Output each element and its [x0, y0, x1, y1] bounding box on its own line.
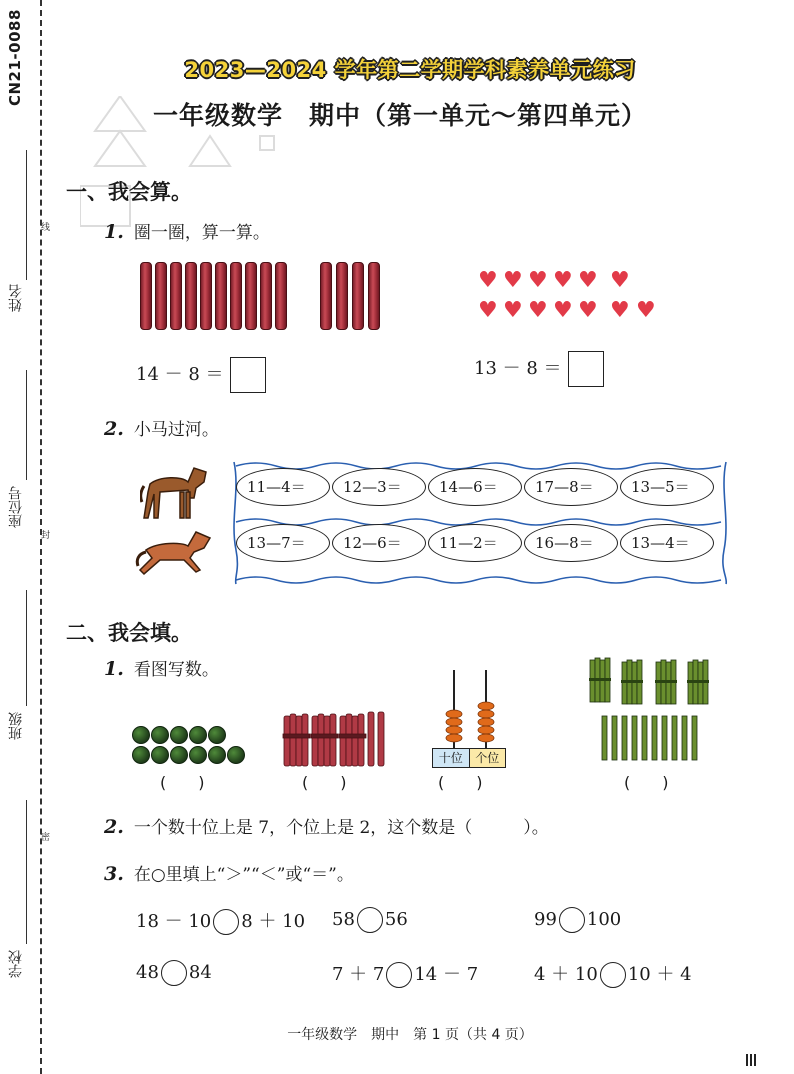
left-subtraction [136, 357, 266, 393]
question-1-1 [104, 218, 270, 243]
right-operand: 100 [586, 909, 622, 930]
stick [170, 262, 182, 330]
watermelon-icon [132, 726, 150, 744]
secret-char: 密 [39, 832, 49, 841]
question-text: 小马过河。 [133, 420, 219, 440]
stepping-stone[interactable]: 16—8＝ [524, 524, 618, 562]
answer-blank-3[interactable]: ( ) [438, 773, 483, 792]
left-operand: 99 [534, 909, 557, 930]
comparison-item [534, 907, 621, 933]
question-1-2 [104, 415, 219, 440]
comparison-item [332, 960, 478, 988]
compare-circle[interactable] [559, 907, 585, 933]
right-subtraction [474, 351, 604, 387]
question-2-1 [104, 655, 219, 680]
watermelon-icon [208, 746, 226, 764]
heart-icon: ♥ [610, 298, 630, 323]
seal-char: 封 [39, 530, 49, 539]
question-2-3 [104, 860, 354, 885]
left-operand: 7 ＋ 7 [332, 964, 385, 985]
stick [245, 262, 257, 330]
stepping-stone[interactable]: 13—4＝ [620, 524, 714, 562]
heart-icon: ♥ [610, 268, 630, 293]
green-stick-bundles-icon [586, 656, 720, 766]
heart-icon: ♥ [478, 268, 498, 293]
stick [336, 262, 348, 330]
section-1-title: 一、我会算。 [66, 180, 192, 204]
compare-circle[interactable] [161, 960, 187, 986]
running-horse-icon [134, 526, 214, 582]
name-underline[interactable] [26, 150, 27, 280]
comparison-item [332, 907, 408, 933]
watermelon-icon [189, 726, 207, 744]
heart-icon: ♥ [478, 298, 498, 323]
stepping-stone[interactable]: 13—5＝ [620, 468, 714, 506]
watermelon-icon [151, 726, 169, 744]
watermelon-icon [170, 726, 188, 744]
right-operand: 84 [188, 962, 212, 983]
question-text: 一个数十位上是 7，个位上是 2，这个数是（ ）。 [133, 818, 549, 838]
question-text: 在○里填上“＞”“＜”或“＝”。 [133, 865, 354, 885]
expression-text: 14 － 8 ＝ [136, 364, 224, 385]
left-operand: 58 [332, 909, 355, 930]
watermelon-icon [151, 746, 169, 764]
question-2-2 [104, 813, 549, 838]
ones-label: 个位 [470, 749, 506, 767]
hearts-picture[interactable] [478, 270, 668, 330]
stepping-stone[interactable]: 13—7＝ [236, 524, 330, 562]
stick [368, 262, 380, 330]
stepping-stone[interactable]: 17—8＝ [524, 468, 618, 506]
right-operand: 14 － 7 [414, 964, 479, 985]
right-operand: 8 ＋ 10 [241, 911, 306, 932]
answer-blank-1[interactable]: ( ) [160, 773, 205, 792]
watermelons-picture [132, 726, 248, 766]
left-operand: 18 － 10 [136, 911, 212, 932]
class-label: 班级 [8, 712, 24, 740]
answer-box[interactable] [230, 357, 266, 393]
watermelon-icon [208, 726, 226, 744]
heart-icon: ♥ [503, 268, 523, 293]
page-footer: 一年级数学 期中 第 1 页（共 4 页） [287, 1027, 533, 1043]
right-operand: 56 [384, 909, 408, 930]
left-operand: 4 ＋ 10 [534, 964, 598, 985]
name-label: 姓名 [8, 284, 24, 312]
question-number: 2. [104, 418, 124, 440]
section-2-title: 二、我会填。 [66, 621, 192, 645]
answer-blank-4[interactable]: ( ) [624, 773, 669, 792]
compare-circle[interactable] [386, 962, 412, 988]
stick [215, 262, 227, 330]
stick [200, 262, 212, 330]
heart-icon: ♥ [636, 298, 656, 323]
question-number: 2. [104, 816, 124, 838]
compare-circle[interactable] [600, 962, 626, 988]
watermelon-icon [189, 746, 207, 764]
heart-icon: ♥ [528, 298, 548, 323]
stick [260, 262, 272, 330]
left-operand: 48 [136, 962, 159, 983]
line-char: 线 [39, 222, 49, 231]
heart-icon: ♥ [553, 268, 573, 293]
stick [320, 262, 332, 330]
school-underline[interactable] [26, 800, 27, 944]
answer-blank-2[interactable]: ( ) [302, 773, 347, 792]
standing-horse-icon [140, 462, 210, 522]
comparison-item [136, 907, 305, 935]
qr-code-icon [746, 1054, 758, 1066]
heart-icon: ♥ [553, 298, 573, 323]
seat-underline[interactable] [26, 370, 27, 480]
document-code: CN21-0088 [6, 9, 24, 106]
stick [275, 262, 287, 330]
question-number: 3. [104, 863, 124, 885]
question-number: 1. [104, 221, 124, 243]
comparison-item [534, 960, 692, 988]
tens-label: 十位 [433, 749, 470, 767]
stick [185, 262, 197, 330]
stepping-stone[interactable]: 11—4＝ [236, 468, 330, 506]
seat-label: 座位号 [8, 486, 24, 528]
question-number: 1. [104, 658, 124, 680]
heart-icon: ♥ [503, 298, 523, 323]
heart-icon: ♥ [578, 268, 598, 293]
watermelon-icon [227, 746, 245, 764]
sticks-picture[interactable] [140, 262, 390, 332]
right-operand: 10 ＋ 4 [627, 964, 692, 985]
stick-bundles-icon [282, 708, 392, 768]
stick [140, 262, 152, 330]
question-text: 圈一圈，算一算。 [133, 223, 270, 243]
compare-circle[interactable] [213, 909, 239, 935]
stepping-stone[interactable]: 14—6＝ [428, 468, 522, 506]
expression-text: 13 － 8 ＝ [474, 358, 562, 379]
heart-icon: ♥ [528, 268, 548, 293]
banner-title: 2023—2024 学年第二学期学科素养单元练习 [184, 58, 636, 82]
stepping-stone[interactable]: 12—3＝ [332, 468, 426, 506]
class-underline[interactable] [26, 590, 27, 706]
question-text: 看图写数。 [133, 660, 219, 680]
school-label: 学校 [8, 950, 24, 978]
comparison-item [136, 960, 212, 986]
heart-icon: ♥ [578, 298, 598, 323]
watermelon-icon [132, 746, 150, 764]
stick [352, 262, 364, 330]
stepping-stone[interactable]: 12—6＝ [332, 524, 426, 562]
stick [155, 262, 167, 330]
stepping-stone[interactable]: 11—2＝ [428, 524, 522, 562]
abacus-labels [432, 748, 506, 768]
stick [230, 262, 242, 330]
compare-circle[interactable] [357, 907, 383, 933]
answer-box[interactable] [568, 351, 604, 387]
watermelon-icon [170, 746, 188, 764]
page-title: 一年级数学 期中（第一单元～第四单元） [152, 101, 647, 130]
